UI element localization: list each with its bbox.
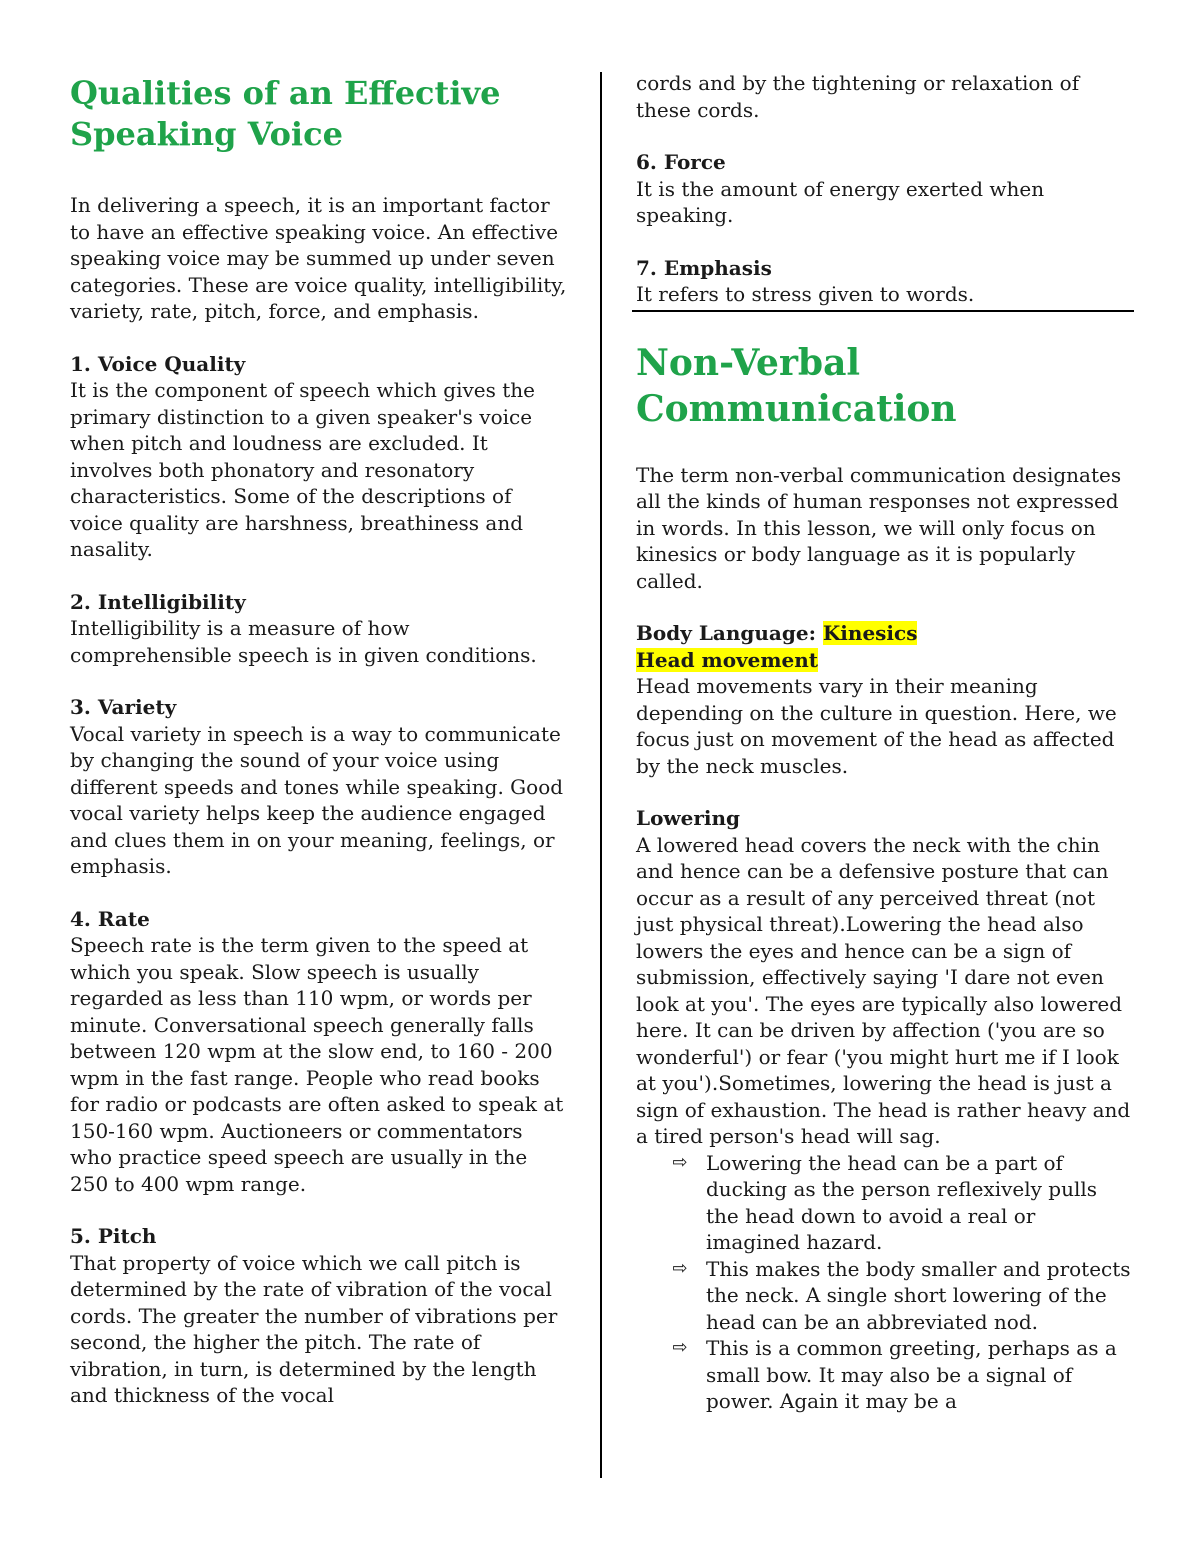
list-item: ⇨ This makes the body smaller and protects the neck. A single short lowering of the head can be an abbreviated nod. — [636, 1256, 1134, 1336]
right-arrow-icon: ⇨ — [672, 1257, 688, 1279]
section-title: 6. Force — [636, 150, 726, 174]
right-arrow-icon: ⇨ — [672, 1151, 688, 1173]
kinesics-highlight: Kinesics — [822, 621, 918, 645]
right-arrow-icon: ⇨ — [672, 1337, 688, 1358]
section-voice-quality — [70, 351, 570, 563]
section-intelligibility — [70, 589, 570, 669]
column-divider — [600, 72, 602, 1478]
section-title: 7. Emphasis — [636, 255, 772, 280]
lowering-text: A lowered head covers the neck with the chin and hence can be a defensive posture that can occur as a result of any perceived threat (not just physical threat).Lowering the head also lowers the eyes and hence can be a sign of submission, effectively saying 'I dare not even look at you'. The eyes are typically also lowered here. It can be driven by affection ('you are so wonderful') or fear ('you might hurt me if I look at you').Sometimes, lowering the head is just a sign of exhaustion. The head is rather heavy and a tired person's head will sag. — [636, 832, 1131, 1148]
section-title: 3. Variety — [70, 695, 177, 719]
nonverbal-intro: The term non-verbal communication designates all the kinds of human responses not expressed in words. In this lesson, we will only focus on kinesics or body language as it is popularly called. — [636, 462, 1122, 593]
pitch-continuation: cords and by the tightening or relaxation of these cords. — [636, 71, 1080, 122]
nonverbal-title: Non-Verbal Communication — [636, 341, 957, 430]
list-item: ⇨ This is a common greeting, perhaps as a small bow. It may also be a signal of power. Again it may be a — [636, 1335, 1134, 1415]
right-column — [636, 70, 1134, 1415]
head-movement-heading: Head movement — [636, 647, 819, 672]
section-text: It refers to stress given to words. — [636, 282, 975, 306]
section-text: It is the amount of energy exerted when speaking. — [636, 176, 1045, 227]
section-text: That property of voice which we call pitch is determined by the rate of vibration of the vocal cords. The greater the number of vibrations per second, the higher the pitch. The rate of vibration, in turn, is determined by the length and thickness of the vocal — [70, 1250, 558, 1407]
left-column — [70, 73, 570, 1409]
section-emphasis — [636, 255, 1134, 308]
section-title: 4. Rate — [70, 906, 150, 931]
section-text: It is the component of speech which gives the primary distinction to a given speaker's voice when pitch and loudness are excluded. It involves both phonatory and resonatory characteristics. Some of the descriptions of voice quality are harshness, breathiness and nasality. — [70, 378, 535, 561]
section-title: 1. Voice Quality — [70, 351, 246, 376]
section-text: Speech rate is the term given to the speed at which you speak. Slow speech is usually regarded as less than 110 wpm, or words per minute. Conversational speech generally falls between 120 wpm at the slow end, to 160 - 200 wpm in the fast range. People who read books for radio or podcasts are often asked to speak at 150-160 wpm. Auctioneers or commentators who practice speed speech are usually in the 250 to 400 wpm range. — [70, 933, 564, 1196]
section-force — [636, 149, 1134, 229]
section-variety — [70, 694, 570, 880]
section-text: Intelligibility is a measure of how comprehensible speech is in given conditions. — [70, 616, 537, 667]
section-text: Vocal variety in speech is a way to communicate by changing the sound of your voice using different speeds and tones while speaking. Good vocal variety helps keep the audience engaged and clues them in on your meaning, feelings, or emphasis. — [70, 721, 564, 878]
body-language-heading — [636, 620, 1134, 647]
section-pitch — [70, 1223, 570, 1409]
section-rate — [70, 906, 570, 1198]
page-title: Qualities of an Effective Speaking Voice — [70, 74, 501, 153]
section-title: 2. Intelligibility — [70, 589, 246, 614]
list-item: ⇨ Lowering the head can be a part of ducking as the person reflexively pulls the head down to avoid a real or imagined hazard. — [636, 1150, 1134, 1256]
body-language-label: Body Language: — [636, 621, 823, 645]
section-title: 5. Pitch — [70, 1224, 157, 1248]
intro-paragraph: In delivering a speech, it is an important factor to have an effective speaking voice. An effective speaking voice may be summed up under seven categories. These are voice quality, intelligibility, variety, rate, pitch, force, and emphasis. — [70, 193, 567, 323]
lowering-bullet-list — [636, 1150, 1134, 1415]
head-movement-text: Head movements vary in their meaning depending on the culture in question. Here, we focus just on movement of the head as affected by the neck muscles. — [636, 674, 1117, 778]
lowering-heading: Lowering — [636, 806, 741, 830]
